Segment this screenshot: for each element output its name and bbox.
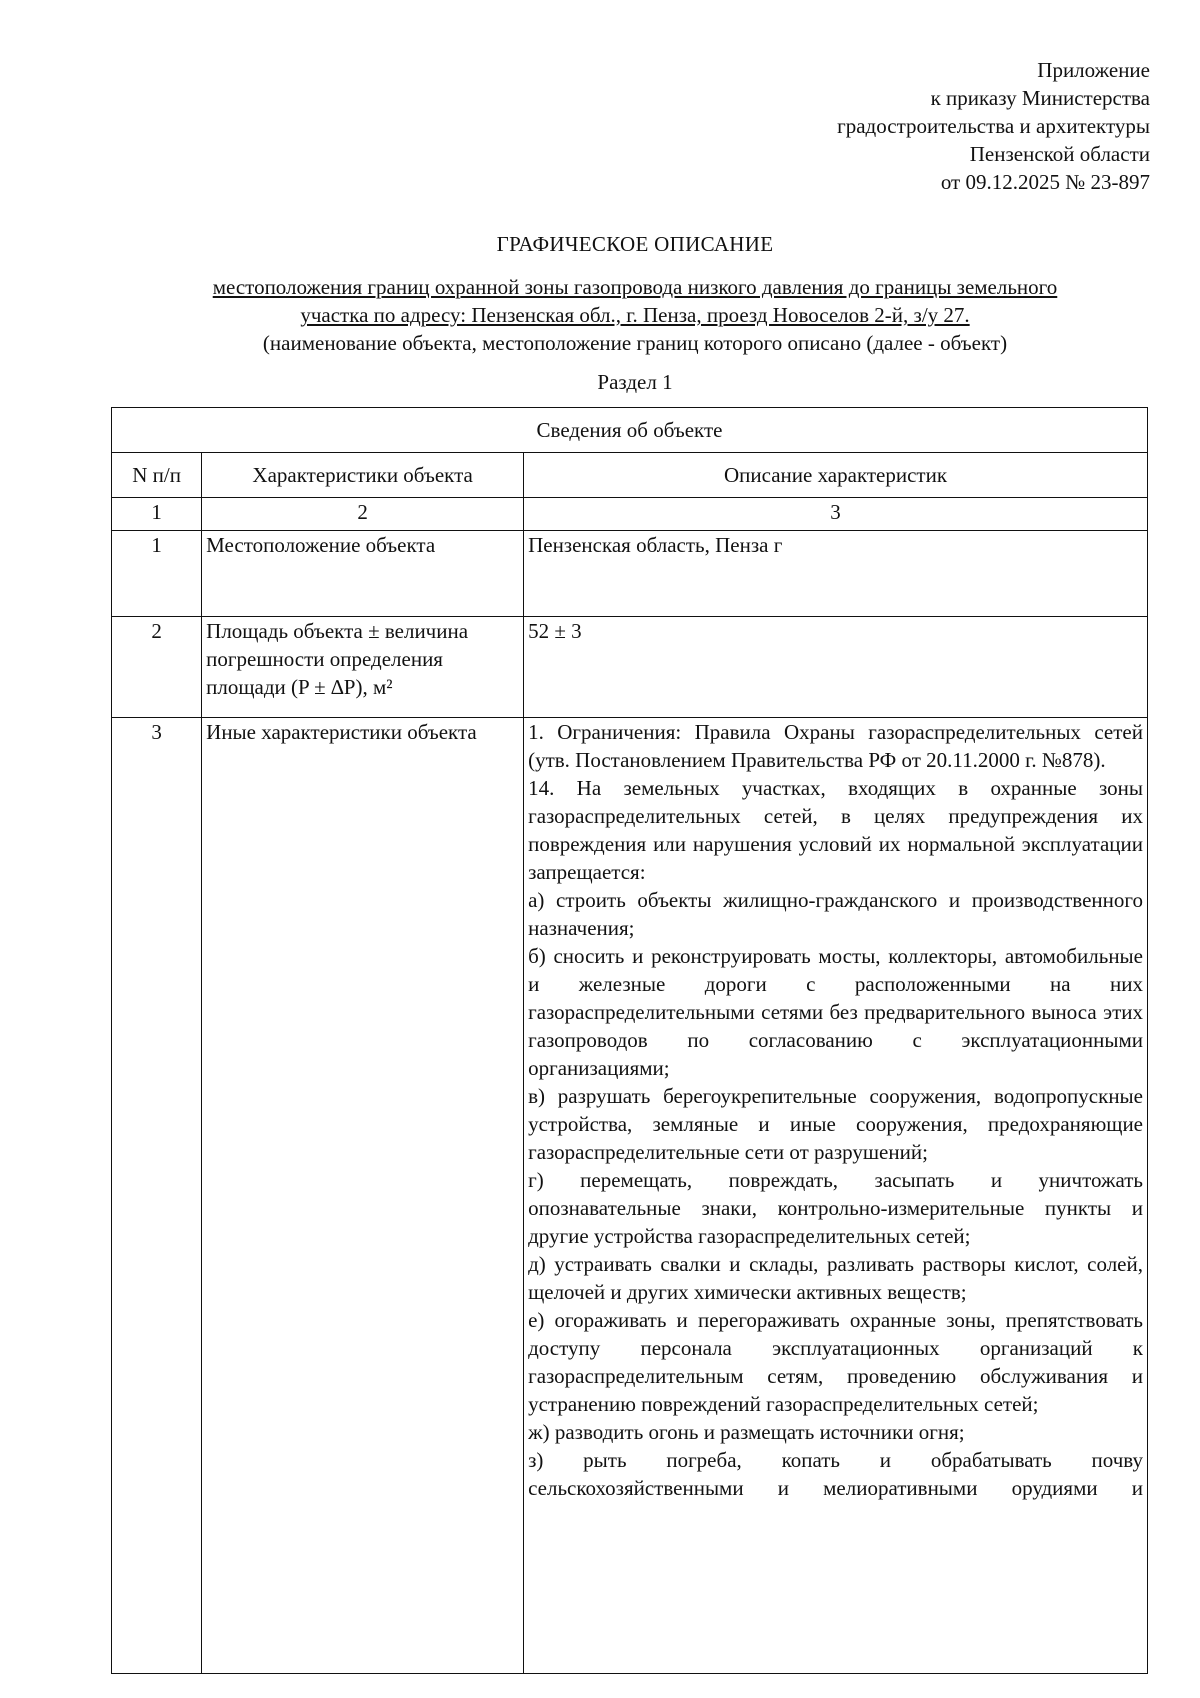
restriction-paragraph: е) огораживать и перегораживать охранные зоны, препятствовать доступу персонала эксплуатационных организаций к газораспределительным сетям, проведению обслуживания и устранению повреждений газораспределительных сетей; — [528, 1308, 1143, 1416]
restriction-paragraph: 1. Ограничения: Правила Охраны газораспределительных сетей (утв. Постановлением Правительства РФ от 20.11.2000 г. №878). — [528, 720, 1143, 772]
table-row — [112, 617, 1148, 718]
row-characteristic: Площадь объекта ± величина погрешности определения площади (P ± ∆P), м² — [202, 617, 524, 718]
header-description: Описание характеристик — [524, 453, 1148, 498]
object-info-table — [111, 407, 1148, 1674]
appendix-date-line: от 09.12.2025 № 23-897 — [940, 170, 1150, 194]
table-row — [112, 718, 1148, 1674]
restriction-paragraph: ж) разводить огонь и размещать источники огня; — [528, 1420, 965, 1444]
column-number-row — [112, 498, 1148, 531]
subject-block — [110, 273, 1160, 357]
row-characteristic: Местоположение объекта — [202, 531, 524, 617]
restriction-paragraph: д) устраивать свалки и склады, разливать растворы кислот, солей, щелочей и других химически активных веществ; — [528, 1252, 1143, 1304]
restriction-paragraph: б) сносить и реконструировать мосты, коллекторы, автомобильные и железные дороги с расположенными на них газораспределительными сетями без предварительного выноса этих газопроводов по согласованию с эксплуатационными организациями; — [528, 944, 1143, 1080]
appendix-block — [837, 56, 1150, 196]
row-value-restrictions — [524, 718, 1148, 1674]
section-label: Раздел 1 — [597, 370, 673, 394]
restriction-paragraph: а) строить объекты жилищно-гражданского и производственного назначения; — [528, 888, 1143, 940]
appendix-line: Приложение — [1037, 58, 1150, 82]
restriction-paragraph: 14. На земельных участках, входящих в охранные зоны газораспределительных сетей, в целях предупреждения их повреждения или нарушения условий их нормальной эксплуатации запрещается: — [528, 776, 1143, 884]
subject-line: участка по адресу: Пензенская обл., г. Пенза, проезд Новоселов 2-й, з/у 27. — [300, 303, 970, 327]
row-number: 3 — [112, 718, 202, 1674]
table-caption-row — [112, 408, 1148, 453]
header-characteristic: Характеристики объекта — [202, 453, 524, 498]
restriction-paragraph: з) рыть погреба, копать и обрабатывать почву сельскохозяйственными и мелиоративными орудиями и — [528, 1448, 1143, 1500]
document-title: ГРАФИЧЕСКОЕ ОПИСАНИЕ — [496, 232, 774, 256]
appendix-line: к приказу Министерства — [930, 86, 1150, 110]
row-number: 1 — [112, 531, 202, 617]
restriction-paragraph: г) перемещать, повреждать, засыпать и уничтожать опознавательные знаки, контрольно-измерительные пункты и другие устройства газораспределительных сетей; — [528, 1168, 1143, 1248]
subject-line: местоположения границ охранной зоны газопровода низкого давления до границы земельного — [212, 275, 1058, 299]
column-number: 2 — [202, 498, 524, 531]
row-number: 2 — [112, 617, 202, 718]
row-characteristic: Иные характеристики объекта — [202, 718, 524, 1674]
subject-note: (наименование объекта, местоположение границ которого описано (далее - объект) — [262, 331, 1008, 355]
column-number: 3 — [524, 498, 1148, 531]
restriction-paragraph: в) разрушать берегоукрепительные сооружения, водопропускные устройства, земляные и иные сооружения, предохраняющие газораспределительные сети от разрушений; — [528, 1084, 1143, 1164]
table-row — [112, 531, 1148, 617]
row-value: Пензенская область, Пенза г — [524, 531, 1148, 617]
table-caption: Сведения об объекте — [112, 408, 1148, 453]
row-value: 52 ± 3 — [524, 617, 1148, 718]
appendix-line: Пензенской области — [969, 142, 1150, 166]
appendix-line: градостроительства и архитектуры — [837, 114, 1150, 138]
column-number: 1 — [112, 498, 202, 531]
table-header-row — [112, 453, 1148, 498]
header-number: N п/п — [112, 453, 202, 498]
